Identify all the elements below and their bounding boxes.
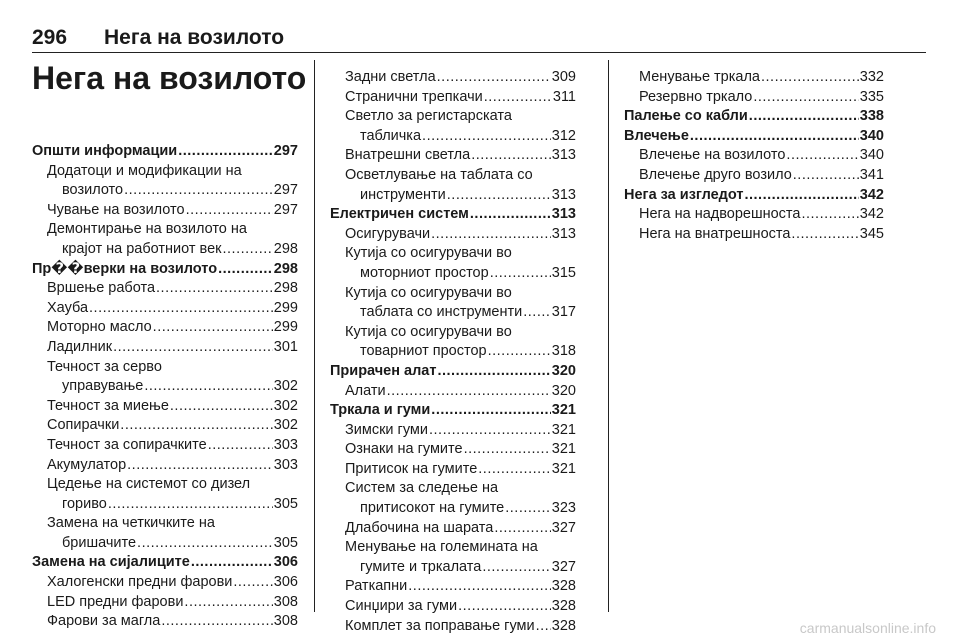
toc-entry-text: крајот на работниот век	[62, 240, 222, 257]
toc-entry-text: Длабочина на шарата	[345, 519, 494, 536]
toc-entry[interactable]	[32, 338, 298, 358]
toc-entry-text: Вршење работа	[47, 280, 156, 297]
page-number: 296	[32, 26, 68, 49]
toc-entry[interactable]	[32, 612, 298, 632]
dot-leader	[488, 342, 551, 362]
toc-page-number: 306	[273, 554, 298, 571]
toc-entry[interactable]	[32, 456, 298, 476]
dot-leader	[484, 88, 552, 108]
dot-leader	[208, 436, 273, 456]
toc-entry-text: Синџири за гуми	[345, 598, 458, 615]
toc-entry[interactable]	[330, 146, 576, 166]
dot-leader	[120, 416, 273, 436]
toc-entry-text: Алати	[345, 382, 386, 399]
toc-entry-text: Нега на надворешноста	[639, 206, 801, 223]
toc-page-number: 301	[273, 338, 298, 355]
toc-page-number: 323	[551, 500, 576, 517]
dot-leader	[786, 146, 858, 166]
dot-leader	[170, 397, 273, 417]
dot-leader	[153, 318, 273, 338]
toc-page-number: 340	[859, 147, 884, 164]
toc-entry[interactable]	[32, 593, 298, 613]
toc-entry[interactable]	[330, 421, 576, 441]
toc-entry-text: Општи информации	[32, 143, 178, 159]
toc-page-number: 302	[273, 378, 298, 395]
running-title: Нега на возилото	[104, 26, 285, 49]
dot-leader	[437, 362, 550, 382]
toc-page-number: 321	[551, 402, 576, 419]
toc-entry[interactable]	[330, 323, 576, 362]
toc-entry-text: Палење со кабли	[624, 108, 748, 125]
toc-entry[interactable]	[624, 225, 884, 245]
toc-entry[interactable]	[330, 479, 576, 518]
toc-page-number: 317	[551, 304, 576, 321]
toc-entry-text: Комплет за поправање гуми	[345, 617, 535, 634]
toc-page-number: 345	[859, 225, 884, 242]
toc-entry-text: Влечење друго возило	[639, 166, 792, 183]
toc-page-number: 342	[859, 186, 884, 203]
toc-page-number: 340	[859, 127, 884, 144]
dot-leader	[422, 127, 551, 147]
toc-entry[interactable]	[32, 397, 298, 417]
dot-leader	[478, 460, 551, 480]
dot-leader	[431, 401, 551, 421]
toc-entry-text: Течност за миење	[47, 397, 169, 414]
toc-page-number: 309	[551, 69, 576, 85]
toc-entry-text: инструменти	[360, 186, 446, 203]
toc-entry-text: Хауба	[47, 299, 89, 316]
dot-leader	[161, 612, 272, 632]
toc-page-number: 303	[273, 436, 298, 453]
dot-leader	[690, 127, 859, 147]
toc-entry[interactable]	[330, 577, 576, 597]
toc-entry[interactable]	[330, 597, 576, 617]
toc-entry-text: Раткапни	[345, 578, 408, 595]
toc-entry[interactable]	[330, 284, 576, 323]
toc-entry-text: Течност за серво	[47, 358, 162, 375]
toc-entry[interactable]	[624, 205, 884, 225]
toc-entry-text: Сопирачки	[47, 417, 120, 434]
toc-page-number: 318	[551, 343, 576, 360]
toc-page-number: 328	[551, 578, 576, 595]
toc-page-number: 313	[551, 147, 576, 164]
dot-leader	[156, 279, 273, 299]
toc-entry-text: Кутија со осигурувачи во	[345, 284, 512, 301]
toc-entry[interactable]	[330, 225, 576, 245]
toc-entry-text: Систем за следење на	[345, 480, 499, 497]
toc-column-2	[330, 68, 576, 636]
toc-page-number: 302	[273, 397, 298, 414]
dot-leader	[761, 68, 859, 88]
dot-leader	[490, 264, 551, 284]
toc-page-number: 320	[551, 382, 576, 399]
toc-page-number: 302	[273, 417, 298, 434]
toc-page-number: 297	[273, 143, 298, 159]
column-divider	[314, 60, 315, 612]
toc-entry[interactable]	[330, 107, 576, 146]
dot-leader	[464, 440, 551, 460]
dot-leader	[793, 166, 859, 186]
toc-entry[interactable]	[32, 162, 298, 201]
toc-entry[interactable]	[32, 220, 298, 259]
toc-section-entry[interactable]	[330, 401, 576, 421]
toc-entry[interactable]	[330, 460, 576, 480]
toc-page-number: 298	[273, 280, 298, 297]
dot-leader	[431, 225, 551, 245]
toc-entry[interactable]	[624, 146, 884, 166]
toc-page-number: 306	[273, 574, 298, 591]
toc-entry[interactable]	[624, 166, 884, 186]
toc-entry[interactable]	[330, 382, 576, 402]
dot-leader	[137, 534, 273, 554]
toc-entry-text: Замена на четкичките на	[47, 515, 215, 532]
dot-leader	[89, 299, 273, 319]
toc-entry[interactable]	[32, 475, 298, 514]
toc-page-number: 298	[273, 260, 298, 277]
toc-entry[interactable]	[624, 68, 884, 88]
toc-page-number: 320	[551, 362, 576, 379]
dot-leader	[178, 142, 273, 162]
dot-leader	[447, 186, 551, 206]
dot-leader	[429, 421, 551, 441]
toc-entry-text: LED предни фарови	[47, 593, 184, 610]
toc-section-entry[interactable]	[330, 205, 576, 225]
dot-leader	[470, 205, 551, 225]
toc-page-number: 297	[273, 182, 298, 199]
toc-entry-text: Течност за сопирачките	[47, 436, 207, 453]
toc-entry[interactable]	[330, 88, 576, 108]
toc-entry[interactable]	[330, 538, 576, 577]
toc-entry-text: Фарови за магла	[47, 613, 161, 630]
dot-leader	[191, 553, 273, 573]
toc-entry-text: табличка	[360, 127, 422, 144]
toc-page-number: 335	[859, 88, 884, 105]
dot-leader	[144, 377, 272, 397]
toc-entry-text: Пр��верки на возилото	[32, 260, 218, 277]
dot-leader	[233, 573, 272, 593]
toc-entry-text: управување	[62, 378, 144, 395]
page-header	[32, 26, 284, 50]
toc-page-number: 327	[551, 558, 576, 575]
dot-leader	[801, 205, 858, 225]
toc-entry[interactable]	[32, 318, 298, 338]
dot-leader	[536, 617, 551, 637]
toc-entry-text: Електричен систем	[330, 206, 469, 223]
dot-leader	[186, 201, 273, 221]
toc-entry-text: Додатоци и модификации на	[47, 162, 242, 179]
toc-entry-text: Нега на внатрешноста	[639, 225, 791, 242]
toc-entry-text: возилото	[62, 182, 124, 199]
toc-entry[interactable]	[624, 88, 884, 108]
toc-entry-text: товарниот простор	[360, 343, 487, 360]
toc-entry[interactable]	[32, 436, 298, 456]
toc-entry-text: Менување тркала	[639, 69, 760, 85]
toc-entry-text: Резервно тркало	[639, 88, 753, 105]
toc-entry[interactable]	[32, 573, 298, 593]
dot-leader	[184, 593, 272, 613]
toc-page-number: 313	[551, 225, 576, 242]
chapter-title: Нега на возилото	[32, 60, 307, 96]
toc-entry-text: Влечење на возилото	[639, 147, 786, 164]
toc-entry-text: притисокот на гумите	[360, 500, 505, 517]
toc-section-entry[interactable]	[32, 553, 298, 573]
toc-entry[interactable]	[32, 358, 298, 397]
toc-column-3	[624, 68, 884, 244]
toc-page-number: 305	[273, 534, 298, 551]
toc-entry-text: Кутија со осигурувачи во	[345, 245, 512, 262]
dot-leader	[127, 456, 273, 476]
toc-entry[interactable]	[330, 68, 576, 88]
toc-entry-text: Цедење на системот со дизел	[47, 476, 251, 493]
toc-page-number: 321	[551, 441, 576, 458]
toc-entry-text: моторниот простор	[360, 264, 489, 281]
toc-page-number: 308	[273, 613, 298, 630]
toc-entry-text: Зимски гуми	[345, 421, 428, 438]
toc-page-number: 327	[551, 519, 576, 536]
toc-page-number: 311	[552, 88, 576, 105]
toc-entry-text: Менување на големината на	[345, 539, 538, 556]
dot-leader	[505, 499, 551, 519]
toc-section-entry[interactable]	[624, 127, 884, 147]
dot-leader	[458, 597, 551, 617]
toc-page-number: 297	[273, 201, 298, 218]
toc-entry-text: Влечење	[624, 127, 689, 144]
toc-section-entry[interactable]	[624, 107, 884, 127]
toc-entry-text: Тркала и гуми	[330, 402, 431, 419]
dot-leader	[218, 260, 273, 280]
toc-page-number: 341	[859, 166, 884, 183]
toc-entry[interactable]	[330, 166, 576, 205]
toc-page-number: 342	[859, 206, 884, 223]
dot-leader	[482, 558, 550, 578]
toc-page-number: 332	[859, 69, 884, 85]
toc-entry-text: Осветлување на таблата со	[345, 166, 533, 183]
toc-entry-text: Странични трепкачи	[345, 88, 483, 105]
dot-leader	[494, 519, 550, 539]
toc-page-number: 313	[551, 206, 576, 223]
toc-section-entry[interactable]	[32, 142, 298, 162]
toc-page-number: 321	[551, 421, 576, 438]
toc-entry-text: Замена на сијалиците	[32, 554, 190, 571]
toc-entry-text: Нега за изгледот	[624, 186, 744, 203]
toc-entry-text: гориво	[62, 495, 107, 512]
dot-leader	[113, 338, 273, 358]
toc-page-number: 303	[273, 456, 298, 473]
toc-entry-text: Внатрешни светла	[345, 147, 471, 164]
toc-entry-text: гумите и тркалата	[360, 558, 482, 575]
dot-leader	[387, 382, 551, 402]
toc-page-number: 299	[273, 299, 298, 316]
toc-column-1	[32, 142, 298, 632]
toc-entry-text: Халогенски предни фарови	[47, 574, 233, 591]
dot-leader	[753, 88, 858, 108]
header-rule	[32, 52, 926, 53]
toc-entry-text: Акумулатор	[47, 456, 127, 473]
toc-entry[interactable]	[330, 244, 576, 283]
watermark: carmanualsonline.info	[799, 620, 936, 636]
toc-entry-text: Демонтирање на возилото на	[47, 221, 247, 238]
toc-page-number: 338	[859, 108, 884, 125]
dot-leader	[223, 240, 273, 260]
toc-entry-text: Ознаки на гумите	[345, 441, 463, 458]
toc-entry[interactable]	[32, 279, 298, 299]
toc-entry[interactable]	[32, 514, 298, 553]
dot-leader	[744, 186, 858, 206]
column-divider	[608, 60, 609, 612]
toc-entry-text: Светло за регистарската	[345, 108, 512, 125]
dot-leader	[124, 181, 273, 201]
toc-entry-text: Притисок на гумите	[345, 460, 478, 477]
dot-leader	[523, 303, 551, 323]
toc-entry[interactable]	[330, 519, 576, 539]
dot-leader	[108, 495, 273, 515]
dot-leader	[749, 107, 859, 127]
toc-entry-text: Задни светла	[345, 69, 436, 85]
toc-entry-text: Осигурувачи	[345, 225, 431, 242]
toc-entry-text: Моторно масло	[47, 319, 152, 336]
toc-page-number: 315	[551, 264, 576, 281]
toc-page-number: 312	[551, 127, 576, 144]
toc-page-number: 328	[551, 598, 576, 615]
toc-page-number: 328	[551, 617, 576, 634]
dot-leader	[791, 225, 858, 245]
toc-page-number: 313	[551, 186, 576, 203]
dot-leader	[408, 577, 551, 597]
toc-page-number: 308	[273, 593, 298, 610]
toc-entry[interactable]	[330, 617, 576, 637]
toc-page-number: 298	[273, 240, 298, 257]
dot-leader	[437, 68, 551, 88]
dot-leader	[471, 146, 551, 166]
toc-section-entry[interactable]	[330, 362, 576, 382]
toc-entry-text: бришачите	[62, 534, 137, 551]
toc-entry-text: Ладилник	[47, 338, 113, 355]
toc-entry-text: Чување на возилото	[47, 201, 185, 218]
toc-entry[interactable]	[32, 201, 298, 221]
toc-entry[interactable]	[330, 440, 576, 460]
toc-section-entry[interactable]	[624, 186, 884, 206]
toc-entry-text: Кутија со осигурувачи во	[345, 323, 512, 340]
toc-page-number: 299	[273, 319, 298, 336]
toc-entry[interactable]	[32, 416, 298, 436]
toc-entry-text: таблата со инструменти	[360, 304, 523, 321]
toc-entry-text: Прирачен алат	[330, 362, 437, 379]
toc-page-number: 321	[551, 460, 576, 477]
toc-section-entry[interactable]	[32, 260, 298, 280]
toc-page-number: 305	[273, 495, 298, 512]
toc-entry[interactable]	[32, 299, 298, 319]
